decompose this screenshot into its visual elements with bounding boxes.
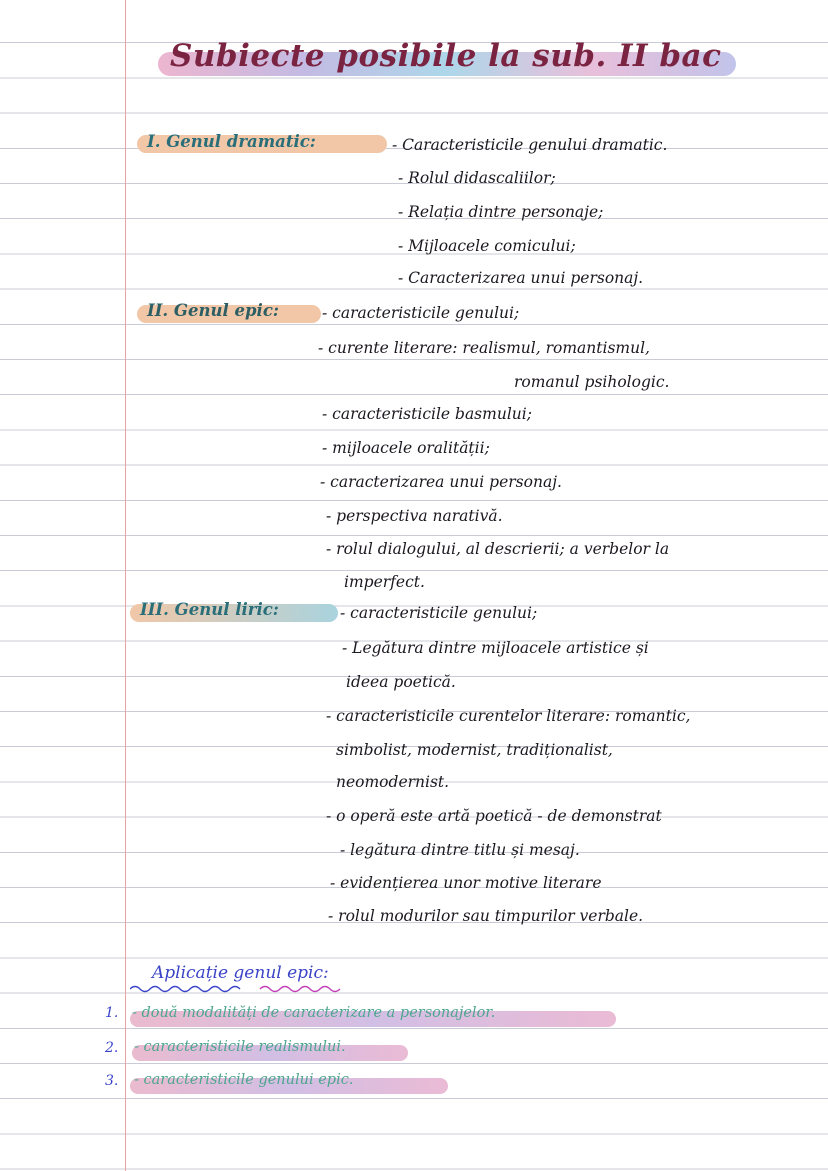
list-item: - caracteristicile genului; — [340, 604, 538, 622]
list-item: - rolul modurilor sau timpurilor verbale. — [328, 907, 644, 925]
list-item: - Caracteristicile genului dramatic. — [392, 136, 668, 154]
page-title: Subiecte posibile la sub. II bac — [170, 38, 722, 74]
application-title-text: Aplicație genul epic: — [152, 963, 329, 983]
list-item: - curente literare: realismul, romantismul, — [318, 339, 650, 357]
list-item: - mijloacele oralității; — [322, 439, 490, 457]
list-item: - Mijloacele comicului; — [398, 237, 576, 255]
list-item: - evidențierea unor motive literare — [330, 874, 602, 892]
margin-line — [125, 0, 126, 1171]
application-item: - două modalități de caracterizare a personajelor. — [132, 1005, 496, 1021]
list-item: neomodernist. — [336, 773, 450, 791]
list-item: imperfect. — [344, 573, 425, 591]
list-item: - caracterizarea unui personaj. — [320, 473, 562, 491]
list-item: - legătura dintre titlu și mesaj. — [340, 841, 580, 859]
squiggle-underline-icon — [130, 983, 370, 995]
list-item: - Caracterizarea unui personaj. — [398, 269, 644, 287]
list-item: - caracteristicile genului; — [322, 304, 520, 322]
section-heading-lyric: III. Genul liric: — [140, 600, 279, 619]
section-heading-epic: II. Genul epic: — [147, 301, 279, 320]
list-item: simbolist, modernist, tradiționalist, — [336, 741, 613, 759]
list-item: - perspectiva narativă. — [326, 507, 503, 525]
application-item: - caracteristicile genului epic. — [134, 1072, 354, 1088]
list-item: - Rolul didascaliilor; — [398, 169, 556, 187]
list-item: ideea poetică. — [346, 673, 456, 691]
application-item: - caracteristicile realismului. — [134, 1039, 346, 1055]
list-item: - Legătura dintre mijloacele artistice și — [342, 639, 649, 657]
section-heading-dramatic: I. Genul dramatic: — [147, 132, 316, 151]
list-item: - caracteristicile curentelor literare: romantic, — [326, 707, 691, 725]
list-number: 1. — [105, 1005, 119, 1021]
list-item: romanul psihologic. — [514, 373, 670, 391]
list-number: 3. — [105, 1073, 119, 1089]
list-item: - Relația dintre personaje; — [398, 203, 604, 221]
application-title — [152, 963, 329, 983]
list-item: - rolul dialogului, al descrierii; a verbelor la — [326, 540, 670, 558]
list-item: - o operă este artă poetică - de demonstrat — [326, 807, 662, 825]
list-number: 2. — [105, 1040, 119, 1056]
list-item: - caracteristicile basmului; — [322, 405, 532, 423]
